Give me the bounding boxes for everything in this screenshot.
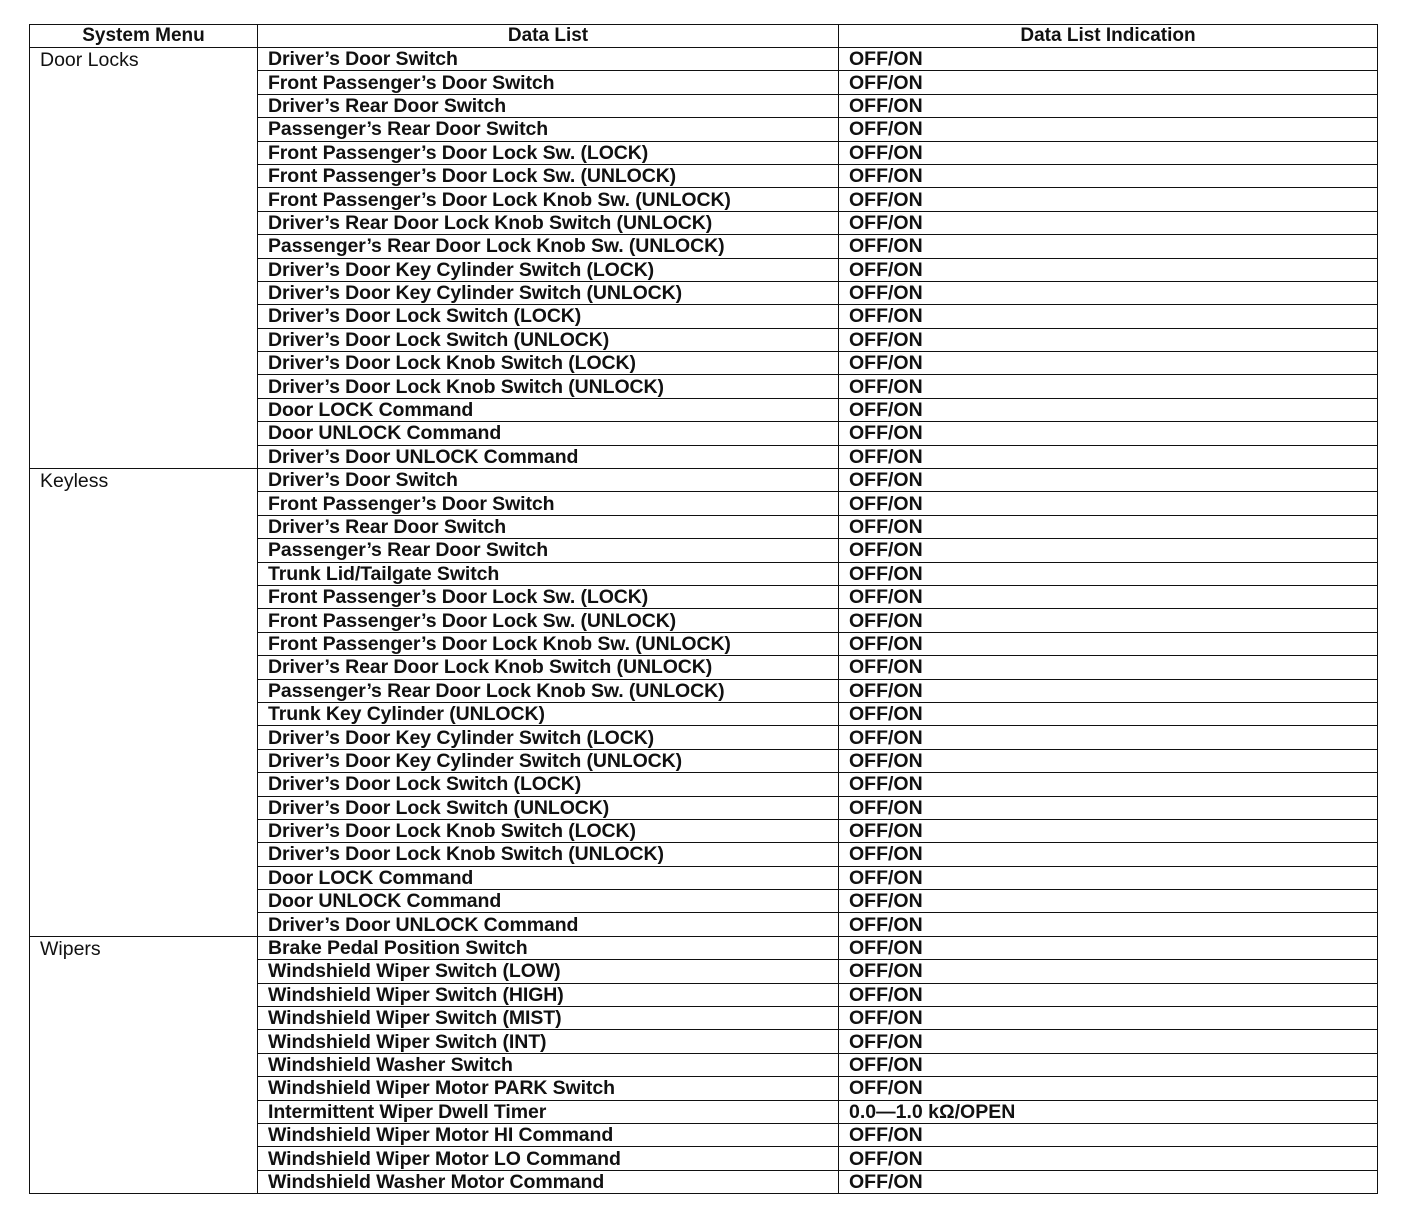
data-list-indication: OFF/ON xyxy=(839,492,1378,515)
data-list-indication: OFF/ON xyxy=(839,890,1378,913)
data-list-indication: OFF/ON xyxy=(839,1053,1378,1076)
data-list-indication: OFF/ON xyxy=(839,773,1378,796)
data-list-indication: OFF/ON xyxy=(839,679,1378,702)
data-list-table xyxy=(29,24,1378,1194)
data-list-indication: OFF/ON xyxy=(839,48,1378,71)
data-list-indication: OFF/ON xyxy=(839,118,1378,141)
table-row xyxy=(30,936,1378,959)
data-list-indication: OFF/ON xyxy=(839,1123,1378,1146)
data-list-item: Driver’s Door Switch xyxy=(258,469,839,492)
data-list-item: Driver’s Door Lock Switch (UNLOCK) xyxy=(258,328,839,351)
data-list-indication: OFF/ON xyxy=(839,960,1378,983)
system-menu-cell: Keyless xyxy=(30,469,258,937)
data-list-item: Door UNLOCK Command xyxy=(258,890,839,913)
data-list-indication: OFF/ON xyxy=(839,936,1378,959)
data-list-item: Passenger’s Rear Door Switch xyxy=(258,118,839,141)
data-list-item: Front Passenger’s Door Switch xyxy=(258,492,839,515)
data-list-item: Trunk Key Cylinder (UNLOCK) xyxy=(258,702,839,725)
data-list-item: Driver’s Door Lock Knob Switch (LOCK) xyxy=(258,819,839,842)
data-list-item: Windshield Wiper Motor LO Command xyxy=(258,1147,839,1170)
data-list-item: Driver’s Door Lock Switch (UNLOCK) xyxy=(258,796,839,819)
data-list-indication: OFF/ON xyxy=(839,211,1378,234)
data-list-item: Driver’s Door Lock Switch (LOCK) xyxy=(258,305,839,328)
data-list-indication: OFF/ON xyxy=(839,281,1378,304)
data-list-indication: OFF/ON xyxy=(839,188,1378,211)
data-list-indication: OFF/ON xyxy=(839,258,1378,281)
data-list-indication: OFF/ON xyxy=(839,539,1378,562)
data-list-item: Front Passenger’s Door Lock Sw. (LOCK) xyxy=(258,585,839,608)
data-list-item: Intermittent Wiper Dwell Timer xyxy=(258,1100,839,1123)
table-row xyxy=(30,469,1378,492)
data-list-indication: OFF/ON xyxy=(839,562,1378,585)
data-list-item: Front Passenger’s Door Lock Sw. (UNLOCK) xyxy=(258,609,839,632)
data-list-item: Driver’s Rear Door Switch xyxy=(258,515,839,538)
data-list-indication: OFF/ON xyxy=(839,141,1378,164)
data-list-indication: OFF/ON xyxy=(839,445,1378,468)
data-list-item: Brake Pedal Position Switch xyxy=(258,936,839,959)
data-list-item: Driver’s Door Key Cylinder Switch (LOCK) xyxy=(258,726,839,749)
data-list-item: Front Passenger’s Door Switch xyxy=(258,71,839,94)
data-list-indication: OFF/ON xyxy=(839,469,1378,492)
table-row xyxy=(30,48,1378,71)
data-list-indication: OFF/ON xyxy=(839,796,1378,819)
data-list-item: Driver’s Door Lock Knob Switch (UNLOCK) xyxy=(258,843,839,866)
data-list-indication: OFF/ON xyxy=(839,94,1378,117)
data-list-indication: OFF/ON xyxy=(839,352,1378,375)
data-list-item: Front Passenger’s Door Lock Sw. (UNLOCK) xyxy=(258,164,839,187)
system-menu-cell: Door Locks xyxy=(30,48,258,469)
data-list-item: Windshield Wiper Switch (HIGH) xyxy=(258,983,839,1006)
data-list-item: Passenger’s Rear Door Lock Knob Sw. (UNLOCK) xyxy=(258,679,839,702)
table-body xyxy=(30,48,1378,1194)
data-list-item: Passenger’s Rear Door Lock Knob Sw. (UNLOCK) xyxy=(258,235,839,258)
data-list-item: Windshield Washer Motor Command xyxy=(258,1170,839,1193)
data-list-indication: OFF/ON xyxy=(839,375,1378,398)
data-list-indication: OFF/ON xyxy=(839,866,1378,889)
data-list-item: Driver’s Rear Door Switch xyxy=(258,94,839,117)
data-list-item: Driver’s Rear Door Lock Knob Switch (UNLOCK) xyxy=(258,211,839,234)
data-list-indication: OFF/ON xyxy=(839,1030,1378,1053)
data-list-item: Passenger’s Rear Door Switch xyxy=(258,539,839,562)
data-list-indication: OFF/ON xyxy=(839,305,1378,328)
data-list-indication: OFF/ON xyxy=(839,328,1378,351)
data-list-item: Windshield Washer Switch xyxy=(258,1053,839,1076)
data-list-indication: OFF/ON xyxy=(839,515,1378,538)
data-list-item: Trunk Lid/Tailgate Switch xyxy=(258,562,839,585)
data-list-indication: OFF/ON xyxy=(839,235,1378,258)
data-list-item: Driver’s Door Lock Knob Switch (UNLOCK) xyxy=(258,375,839,398)
data-list-indication: OFF/ON xyxy=(839,1147,1378,1170)
data-list-indication: OFF/ON xyxy=(839,1170,1378,1193)
data-list-item: Driver’s Door Key Cylinder Switch (LOCK) xyxy=(258,258,839,281)
data-list-item: Door LOCK Command xyxy=(258,866,839,889)
data-list-item: Windshield Wiper Switch (LOW) xyxy=(258,960,839,983)
data-list-indication: OFF/ON xyxy=(839,398,1378,421)
data-list-indication: OFF/ON xyxy=(839,702,1378,725)
data-list-item: Driver’s Door Key Cylinder Switch (UNLOCK) xyxy=(258,749,839,772)
data-list-item: Front Passenger’s Door Lock Sw. (LOCK) xyxy=(258,141,839,164)
data-list-indication: OFF/ON xyxy=(839,609,1378,632)
data-list-indication: 0.0—1.0 kΩ/OPEN xyxy=(839,1100,1378,1123)
data-list-indication: OFF/ON xyxy=(839,164,1378,187)
header-data-list-indication: Data List Indication xyxy=(839,25,1378,48)
data-list-indication: OFF/ON xyxy=(839,726,1378,749)
data-list-indication: OFF/ON xyxy=(839,913,1378,936)
system-menu-cell: Wipers xyxy=(30,936,258,1193)
data-list-item: Windshield Wiper Switch (MIST) xyxy=(258,1007,839,1030)
data-list-indication: OFF/ON xyxy=(839,71,1378,94)
data-list-item: Driver’s Door Switch xyxy=(258,48,839,71)
data-list-indication: OFF/ON xyxy=(839,749,1378,772)
data-list-item: Door LOCK Command xyxy=(258,398,839,421)
header-row xyxy=(30,25,1378,48)
data-list-indication: OFF/ON xyxy=(839,819,1378,842)
data-list-item: Front Passenger’s Door Lock Knob Sw. (UNLOCK) xyxy=(258,188,839,211)
header-system-menu: System Menu xyxy=(30,25,258,48)
data-list-item: Door UNLOCK Command xyxy=(258,422,839,445)
data-list-indication: OFF/ON xyxy=(839,1077,1378,1100)
data-list-indication: OFF/ON xyxy=(839,422,1378,445)
data-list-item: Windshield Wiper Switch (INT) xyxy=(258,1030,839,1053)
data-list-indication: OFF/ON xyxy=(839,585,1378,608)
data-list-item: Windshield Wiper Motor HI Command xyxy=(258,1123,839,1146)
header-data-list: Data List xyxy=(258,25,839,48)
data-list-item: Driver’s Door UNLOCK Command xyxy=(258,913,839,936)
data-list-indication: OFF/ON xyxy=(839,632,1378,655)
data-list-item: Driver’s Door Lock Knob Switch (LOCK) xyxy=(258,352,839,375)
data-list-item: Driver’s Rear Door Lock Knob Switch (UNLOCK) xyxy=(258,656,839,679)
data-list-indication: OFF/ON xyxy=(839,1007,1378,1030)
data-list-item: Driver’s Door Lock Switch (LOCK) xyxy=(258,773,839,796)
data-list-item: Windshield Wiper Motor PARK Switch xyxy=(258,1077,839,1100)
data-list-item: Driver’s Door UNLOCK Command xyxy=(258,445,839,468)
data-list-indication: OFF/ON xyxy=(839,843,1378,866)
data-list-item: Front Passenger’s Door Lock Knob Sw. (UNLOCK) xyxy=(258,632,839,655)
data-list-indication: OFF/ON xyxy=(839,656,1378,679)
data-list-indication: OFF/ON xyxy=(839,983,1378,1006)
data-list-item: Driver’s Door Key Cylinder Switch (UNLOCK) xyxy=(258,281,839,304)
